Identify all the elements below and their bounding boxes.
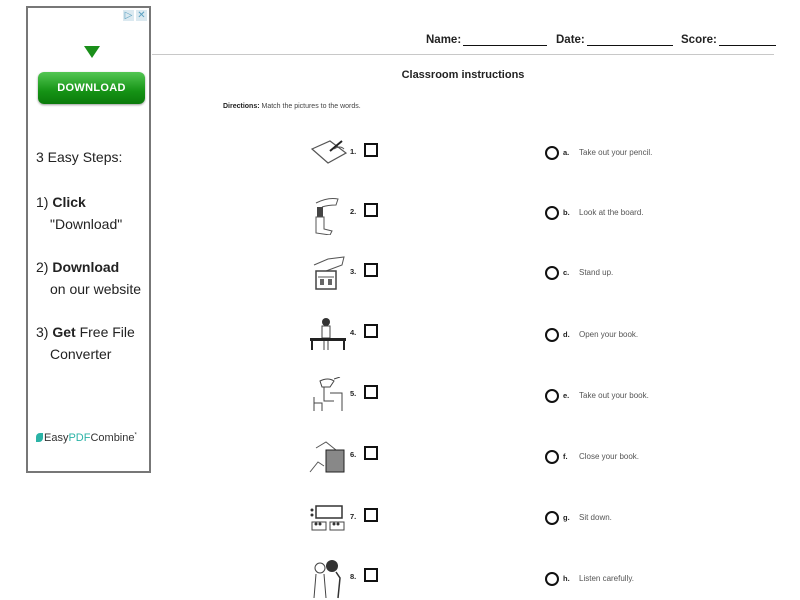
adchoices-icon[interactable]: ▷	[124, 10, 133, 21]
step-number: 1)	[36, 194, 49, 210]
score-blank	[719, 45, 776, 46]
answer-text: Open your book.	[579, 330, 639, 339]
picture-number: 1.	[350, 147, 357, 156]
answer-text: Listen carefully.	[579, 574, 634, 583]
directions-label: Directions:	[223, 103, 260, 110]
answer-circle[interactable]	[545, 266, 559, 280]
download-button[interactable]: DOWNLOAD	[38, 72, 145, 104]
answer-circle[interactable]	[545, 389, 559, 403]
answer-text: Look at the board.	[579, 208, 644, 217]
leaf-logo-icon	[36, 433, 43, 442]
score-label: Score:	[681, 34, 717, 46]
answer-circle[interactable]	[545, 146, 559, 160]
answer-letter: g.	[563, 513, 570, 522]
header-divider	[152, 54, 774, 55]
answer-circle[interactable]	[545, 450, 559, 464]
listening-people-icon	[308, 560, 348, 600]
picture-number: 2.	[350, 207, 357, 216]
answer-box[interactable]	[364, 324, 378, 338]
backpack-book-icon	[308, 255, 348, 295]
step-detail: Converter	[50, 346, 112, 362]
answer-box[interactable]	[364, 203, 378, 217]
answer-box[interactable]	[364, 568, 378, 582]
picture-item-2	[308, 195, 383, 235]
step-detail: on our website	[50, 281, 142, 297]
step-action: Click	[52, 194, 86, 210]
logo-text-combine: Combine	[90, 432, 135, 444]
answer-circle[interactable]	[545, 328, 559, 342]
name-label: Name:	[426, 34, 462, 46]
answer-letter: a.	[563, 148, 570, 157]
answer-circle[interactable]	[545, 206, 559, 220]
step-number: 2)	[36, 259, 49, 275]
easypdfcombine-logo[interactable]	[36, 432, 137, 444]
step-detail: "Download"	[50, 216, 123, 232]
directions-text: Match the pictures to the words.	[259, 103, 361, 110]
answer-letter: c.	[563, 268, 570, 277]
logo-text-easy: Easy	[44, 432, 69, 444]
answer-circle[interactable]	[545, 572, 559, 586]
step-number: 3)	[36, 324, 49, 340]
close-icon[interactable]: ✕	[137, 10, 146, 21]
directions	[223, 103, 361, 110]
picture-number: 7.	[350, 512, 357, 521]
date-label: Date:	[556, 34, 585, 46]
answer-box[interactable]	[364, 508, 378, 522]
answer-text: Take out your pencil.	[579, 148, 653, 157]
picture-item-7	[308, 500, 383, 540]
pencil-hand-icon	[308, 195, 348, 235]
picture-item-6	[308, 438, 383, 478]
step-rest: Free File	[75, 324, 135, 340]
date-blank	[587, 45, 673, 46]
picture-number: 8.	[350, 572, 357, 581]
blackboard-icon	[308, 500, 348, 540]
name-field	[426, 34, 547, 46]
answer-letter: f.	[563, 452, 568, 461]
answer-box[interactable]	[364, 385, 378, 399]
answer-circle[interactable]	[545, 511, 559, 525]
picture-number: 6.	[350, 450, 357, 459]
standing-student-icon	[308, 316, 348, 356]
opening-book-icon	[308, 438, 348, 478]
ad-step-1	[36, 191, 122, 235]
answer-letter: d.	[563, 330, 570, 339]
step-action: Get	[52, 324, 76, 340]
answer-box[interactable]	[364, 263, 378, 277]
ad-step-3	[36, 321, 135, 365]
seated-student-icon	[308, 377, 348, 417]
answer-letter: h.	[563, 574, 570, 583]
answer-box[interactable]	[364, 143, 378, 157]
answer-letter: e.	[563, 391, 570, 400]
arrow-down-icon	[84, 46, 100, 58]
ad-controls	[123, 10, 147, 21]
date-field	[556, 34, 673, 46]
picture-number: 4.	[350, 328, 357, 337]
ad-steps-title: 3 Easy Steps:	[36, 149, 123, 165]
picture-item-5	[308, 377, 383, 417]
logo-trademark: *	[134, 432, 137, 439]
score-field	[681, 34, 776, 46]
writing-hand-icon	[308, 135, 348, 175]
worksheet-title: Classroom instructions	[401, 69, 525, 81]
step-action: Download	[52, 259, 120, 275]
answer-letter: b.	[563, 208, 570, 217]
answer-text: Take out your book.	[579, 391, 649, 400]
picture-number: 5.	[350, 389, 357, 398]
answer-text: Stand up.	[579, 268, 614, 277]
picture-item-1	[308, 135, 383, 175]
picture-number: 3.	[350, 267, 357, 276]
answer-box[interactable]	[364, 446, 378, 460]
answer-text: Sit down.	[579, 513, 612, 522]
logo-text-pdf: PDF	[68, 432, 91, 444]
answer-text: Close your book.	[579, 452, 640, 461]
name-blank	[463, 45, 547, 46]
picture-item-8	[308, 560, 383, 600]
picture-item-3	[308, 255, 383, 295]
ad-step-2	[36, 256, 141, 300]
picture-item-4	[308, 316, 383, 356]
